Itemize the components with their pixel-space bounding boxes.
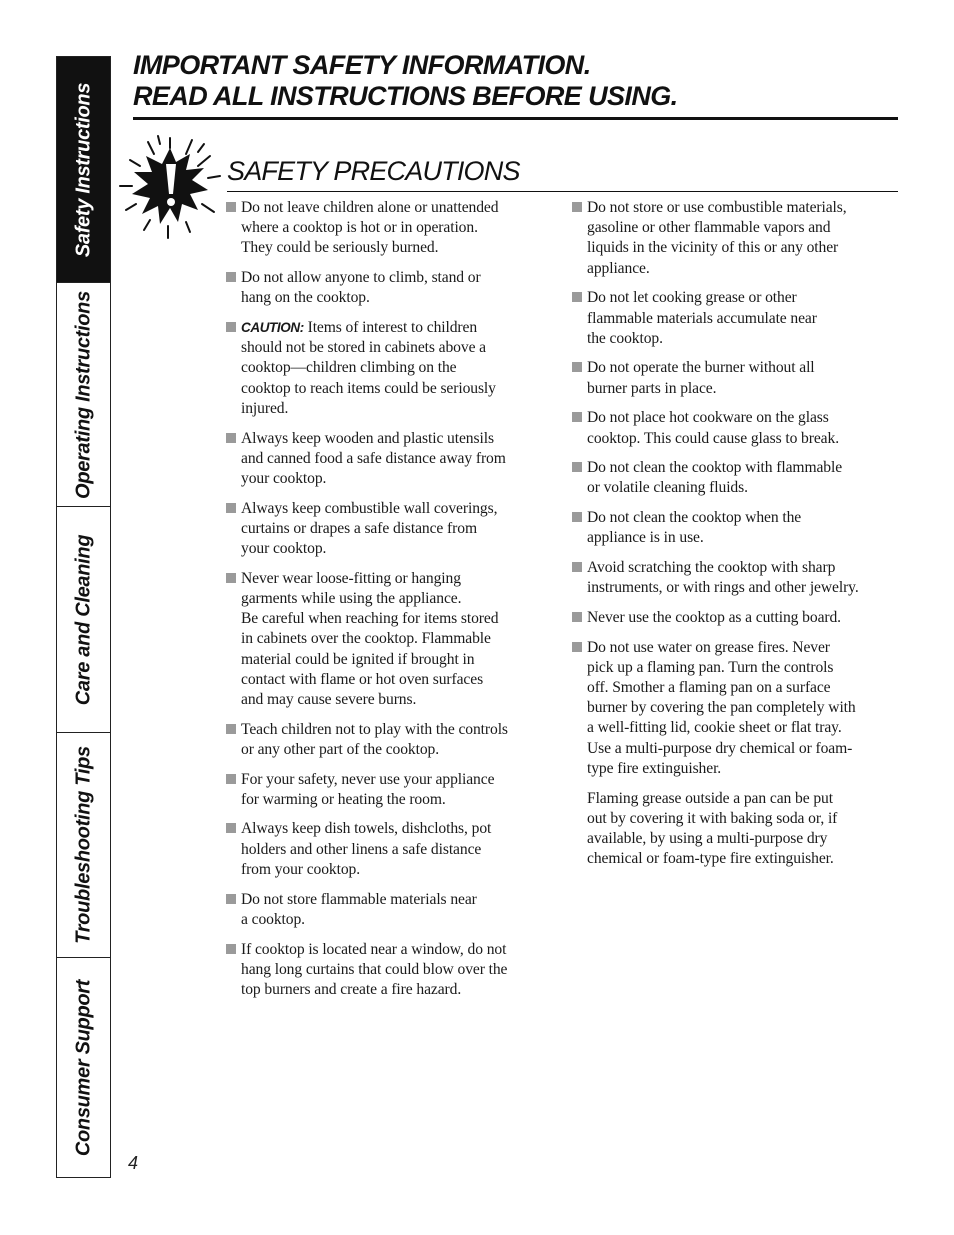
page-title xyxy=(133,50,898,112)
item-text: or volatile cleaning fluids. xyxy=(587,479,748,497)
square-bullet-icon xyxy=(572,362,582,372)
note-text: out by covering it with baking soda or, if xyxy=(587,809,838,827)
item-text: Do not allow anyone to climb, stand or xyxy=(241,269,481,287)
right-column xyxy=(572,198,902,869)
item-text: a well-fitting lid, cookie sheet or flat tray. xyxy=(587,719,842,737)
item-text: Always keep wooden and plastic utensils xyxy=(241,429,494,447)
item-text: cooktop—children climbing on the xyxy=(241,359,457,377)
item-text: in cabinets over the cooktop. Flammable xyxy=(241,630,491,648)
item-text: appliance. xyxy=(587,259,650,277)
item-text: type fire extinguisher. xyxy=(587,759,722,777)
square-bullet-icon xyxy=(572,292,582,302)
square-bullet-icon xyxy=(226,503,236,513)
item-text: Do not operate the burner without all xyxy=(587,359,815,377)
item-text: your cooktop. xyxy=(241,540,327,558)
list-item xyxy=(226,318,556,419)
side-tab-strip xyxy=(56,56,111,1178)
item-text: hang long curtains that could blow over the xyxy=(241,960,508,978)
tab-safety-instructions[interactable] xyxy=(57,57,110,283)
square-bullet-icon xyxy=(572,462,582,472)
list-item xyxy=(226,819,556,880)
tab-label: Safety Instructions xyxy=(72,82,94,257)
list-item xyxy=(226,268,556,308)
item-text: contact with flame or hot oven surfaces xyxy=(241,670,484,688)
note-text: available, by using a multi-purpose dry xyxy=(587,829,828,847)
tab-label: Operating Instructions xyxy=(72,290,94,499)
square-bullet-icon xyxy=(226,944,236,954)
section-rule xyxy=(227,191,898,192)
item-text: Do not use water on grease fires. Never xyxy=(587,638,830,656)
square-bullet-icon xyxy=(572,202,582,212)
item-text: and may cause severe burns. xyxy=(241,690,417,708)
item-text: material could be ignited if brought in xyxy=(241,650,475,668)
item-text: They could be seriously burned. xyxy=(241,239,439,257)
title-line-1: IMPORTANT SAFETY INFORMATION. xyxy=(133,50,591,80)
list-item xyxy=(572,508,902,548)
tab-care-and-cleaning[interactable] xyxy=(57,507,110,733)
list-item xyxy=(226,198,556,259)
list-item xyxy=(572,608,902,628)
list-item xyxy=(226,569,556,710)
square-bullet-icon xyxy=(572,512,582,522)
square-bullet-icon xyxy=(226,894,236,904)
square-bullet-icon xyxy=(572,612,582,622)
square-bullet-icon xyxy=(226,433,236,443)
item-text: If cooktop is located near a window, do not xyxy=(241,940,507,958)
item-text: and canned food a safe distance away from xyxy=(241,449,506,467)
item-text: Do not leave children alone or unattended xyxy=(241,199,499,216)
item-text: where a cooktop is hot or in operation. xyxy=(241,219,478,237)
item-text: cooktop. This could cause glass to break. xyxy=(587,429,839,447)
tab-operating-instructions[interactable] xyxy=(57,283,110,507)
item-text: Always keep dish towels, dishcloths, pot xyxy=(241,820,492,838)
item-text: burner by covering the pan completely with xyxy=(587,699,856,717)
item-text: Avoid scratching the cooktop with sharp xyxy=(587,559,836,577)
item-text: Never wear loose-fitting or hanging xyxy=(241,569,461,587)
square-bullet-icon xyxy=(226,202,236,212)
header-rule xyxy=(133,117,898,120)
item-text: flammable materials accumulate near xyxy=(587,309,817,327)
item-text: Always keep combustible wall coverings, xyxy=(241,499,498,517)
item-text: from your cooktop. xyxy=(241,860,361,878)
list-item xyxy=(572,198,902,279)
item-text: cooktop to reach items could be seriously xyxy=(241,379,496,397)
square-bullet-icon xyxy=(226,823,236,833)
list-item xyxy=(572,288,902,349)
item-text: Use a multi-purpose dry chemical or foam- xyxy=(587,739,853,757)
tab-troubleshooting-tips[interactable] xyxy=(57,733,110,958)
tab-label: Troubleshooting Tips xyxy=(72,746,94,944)
square-bullet-icon xyxy=(572,412,582,422)
item-text: burner parts in place. xyxy=(587,379,717,397)
list-item xyxy=(226,720,556,760)
list-item xyxy=(572,558,902,598)
tab-label: Care and Cleaning xyxy=(72,534,94,705)
square-bullet-icon xyxy=(226,573,236,583)
item-text: appliance is in use. xyxy=(587,529,704,547)
page-header xyxy=(133,50,898,120)
item-text: instruments, or with rings and other jewelry. xyxy=(587,579,859,597)
item-text: or any other part of the cooktop. xyxy=(241,740,440,758)
list-item xyxy=(572,358,902,398)
item-text: Do not clean the cooktop with flammable xyxy=(587,459,843,477)
item-text: liquids in the vicinity of this or any other xyxy=(587,239,839,257)
square-bullet-icon xyxy=(572,562,582,572)
item-text: hang on the cooktop. xyxy=(241,289,370,307)
note-text: chemical or foam-type fire extinguisher. xyxy=(587,850,834,868)
item-text: holders and other linens a safe distance xyxy=(241,840,482,858)
square-bullet-icon xyxy=(572,642,582,652)
item-text: injured. xyxy=(241,399,289,417)
exclamation-burst-icon xyxy=(118,134,223,244)
title-line-2: READ ALL INSTRUCTIONS BEFORE USING. xyxy=(133,81,678,111)
list-item xyxy=(226,890,556,930)
item-text: Be careful when reaching for items stored xyxy=(241,610,499,628)
item-text: gasoline or other flammable vapors and xyxy=(587,219,831,237)
list-item xyxy=(572,458,902,498)
item-text: Items of interest to children xyxy=(303,319,478,337)
item-text: garments while using the appliance. xyxy=(241,589,462,607)
list-item xyxy=(226,770,556,810)
list-item xyxy=(226,429,556,490)
item-text: Do not store or use combustible materials, xyxy=(587,199,847,216)
item-text: off. Smother a flaming pan on a surface xyxy=(587,679,831,697)
item-text: Do not let cooking grease or other xyxy=(587,289,797,307)
item-text: pick up a flaming pan. Turn the controls xyxy=(587,658,834,676)
grease-fire-note xyxy=(572,789,902,870)
item-text: curtains or drapes a safe distance from xyxy=(241,519,477,537)
item-text: for warming or heating the room. xyxy=(241,790,446,808)
square-bullet-icon xyxy=(226,774,236,784)
square-bullet-icon xyxy=(226,322,236,332)
item-text: a cooktop. xyxy=(241,910,305,928)
page-number: 4 xyxy=(128,1153,139,1173)
square-bullet-icon xyxy=(226,272,236,282)
item-text xyxy=(241,318,556,338)
tab-consumer-support[interactable] xyxy=(57,958,110,1177)
item-text: Do not store flammable materials near xyxy=(241,890,477,908)
note-text: Flaming grease outside a pan can be put xyxy=(587,789,833,807)
item-text: Do not place hot cookware on the glass xyxy=(587,409,829,427)
item-text: For your safety, never use your appliance xyxy=(241,770,495,788)
list-item xyxy=(226,499,556,560)
list-item xyxy=(226,940,556,1001)
item-text: Never use the cooktop as a cutting board. xyxy=(587,608,841,626)
item-text: should not be stored in cabinets above a xyxy=(241,339,487,357)
section-title: SAFETY PRECAUTIONS xyxy=(227,156,520,186)
item-text: top burners and create a fire hazard. xyxy=(241,980,462,998)
tab-label: Consumer Support xyxy=(72,979,94,1156)
caution-label: CAUTION: xyxy=(241,320,304,336)
item-text: your cooktop. xyxy=(241,469,327,487)
list-item xyxy=(572,638,902,779)
item-text: Teach children not to play with the controls xyxy=(241,720,508,738)
left-column xyxy=(226,198,556,1010)
item-text: Do not clean the cooktop when the xyxy=(587,509,802,527)
item-text: the cooktop. xyxy=(587,329,663,347)
list-item xyxy=(572,408,902,448)
square-bullet-icon xyxy=(226,724,236,734)
